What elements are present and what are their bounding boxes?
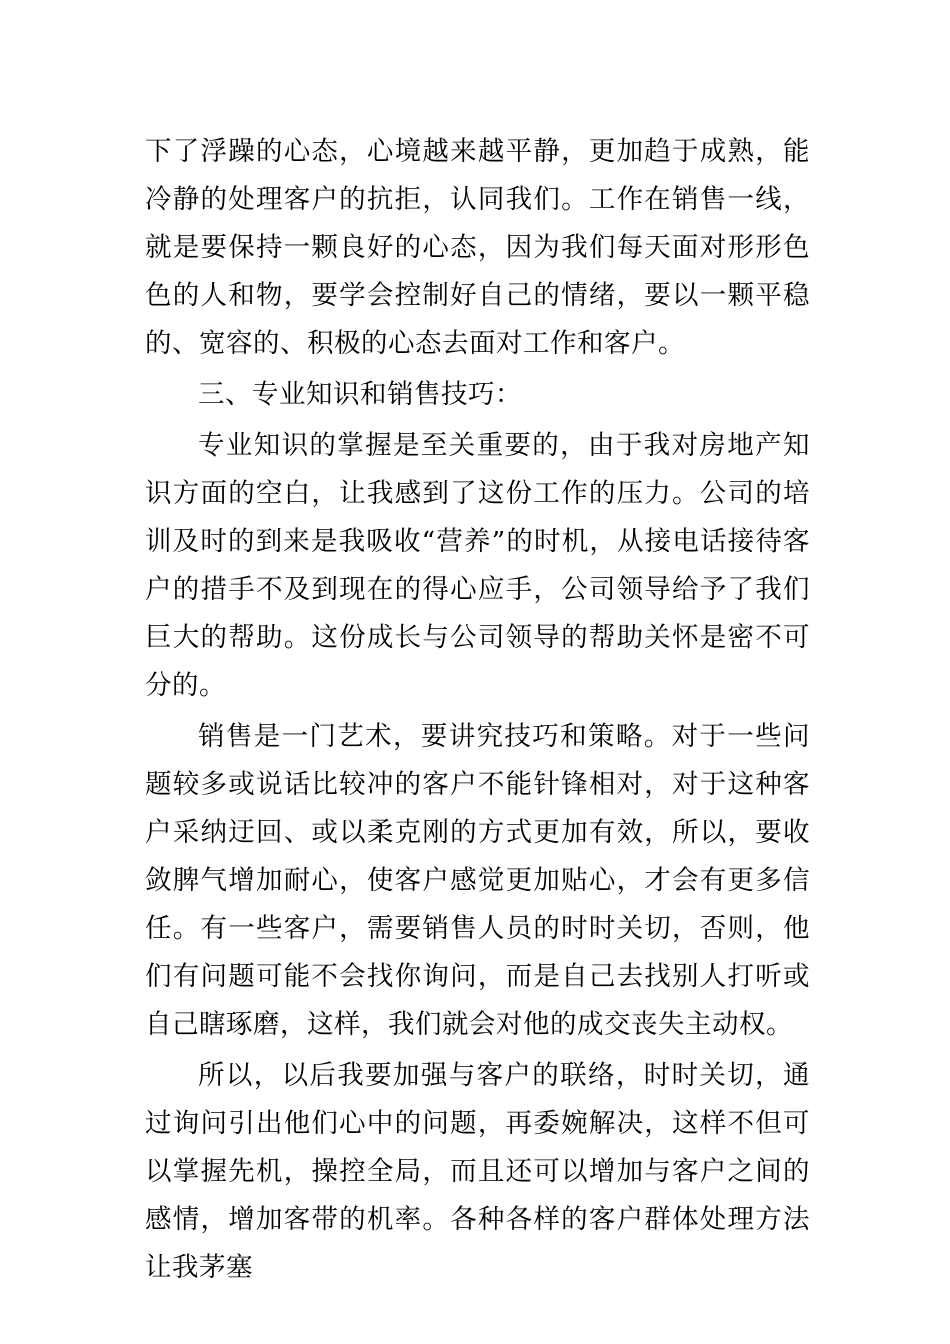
paragraph-customer-contact: 所以，以后我要加强与客户的联络，时时关切，通过询问引出他们心中的问题，再委婉解决，这样不但可以掌握先机，操控全局，而且还可以增加与客户之间的感情，增加客带的机率。各种各样的客户群体处理方法让我茅塞 [145, 1060, 810, 1283]
document-body [145, 128, 810, 1295]
section-heading: 三、专业知识和销售技巧： [198, 379, 522, 410]
paragraph-sales-art: 销售是一门艺术，要讲究技巧和策略。对于一些问题较多或说话比较冲的客户不能针锋相对，对于这种客户采纳迂回、或以柔克刚的方式更加有效，所以，要收敛脾气增加耐心，使客户感觉更加贴心，才会有更多信任。有一些客户，需要销售人员的时时关切，否则，他们有问题可能不会找你询问，而是自己去找别人打听或自己瞎琢磨，这样，我们就会对他的成交丧失主动权。 [145, 721, 810, 1040]
paragraph-professional-knowledge: 专业知识的掌握是至关重要的，由于我对房地产知识方面的空白，让我感到了这份工作的压力。公司的培训及时的到来是我吸收“营养”的时机，从接电话接待客户的措手不及到现在的得心应手，公司领导给予了我们巨大的帮助。这份成长与公司领导的帮助关怀是密不可分的。 [145, 430, 810, 701]
paragraph-continuation: 下了浮躁的心态，心境越来越平静，更加趋于成熟，能冷静的处理客户的抗拒，认同我们。工作在销售一线，就是要保持一颗良好的心态，因为我们每天面对形形色色的人和物，要学会控制好自己的情绪，要以一颗平稳的、宽容的、积极的心态去面对工作和客户。 [145, 136, 810, 359]
